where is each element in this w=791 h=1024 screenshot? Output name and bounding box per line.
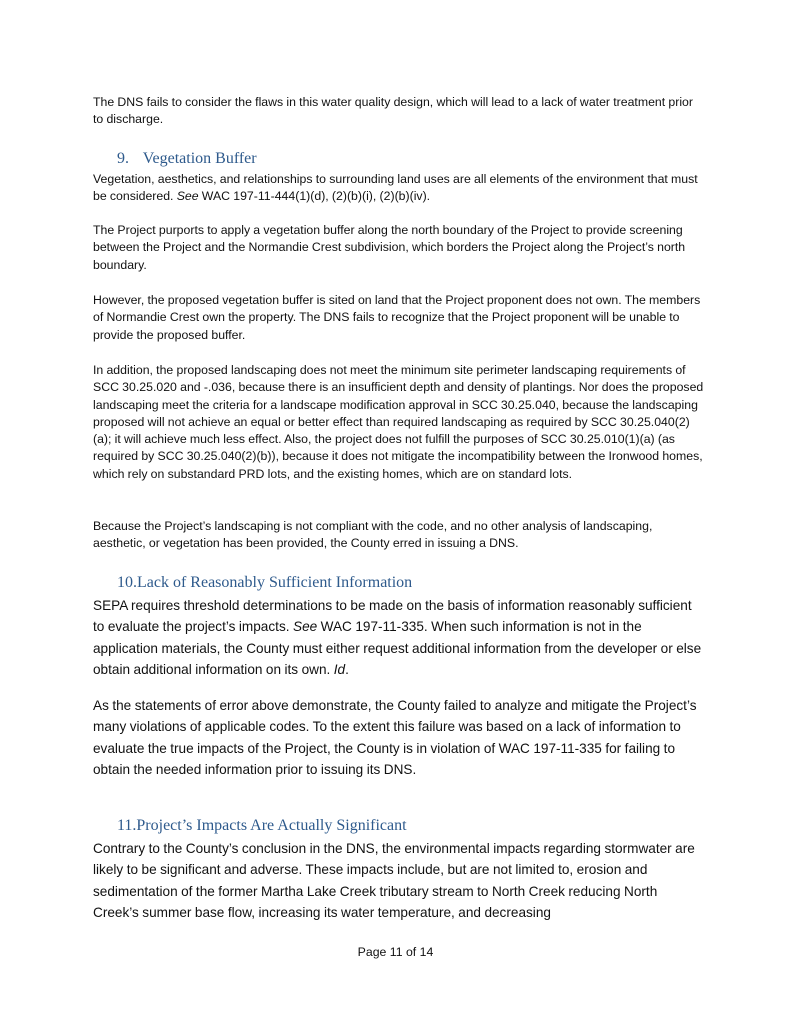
section-9-number: 9. [117, 150, 129, 167]
section-9-paragraph-4: In addition, the proposed landscaping does not meet the minimum site perimeter landscaping requirements of SCC 30.25.020 and -.036, because there is an insufficient depth and density of plantings. Nor does the proposed landscaping meet the criteria for a landscape modification approval in SCC 30.25.040, because the landscaping proposed will not achieve an equal or better effect than required landscaping as required by SCC 30.25.040(2)(a); it will achieve much less effect. Also, the project does not fulfill the purposes of SCC 30.25.010(1)(a) (as required by SCC 30.25.040(2)(b)), because it does not mitigate the incompatibility between the Ironwood homes, which rely on substandard PRD lots, and the existing homes, which are on standard lots. [93, 363, 704, 481]
section-11-title: Project’s Impacts Are Actually Significant [136, 817, 407, 834]
text-run: Vegetation, aesthetics, and relationships to surrounding land uses are all elements of the environment that must be considered. [93, 172, 698, 204]
text-run: WAC 197-11-335. When such information is not in the application materials, the County must either request additional information from the developer or else obtain additional information on its own. [93, 619, 702, 677]
section-9-paragraph-2: The Project purports to apply a vegetation buffer along the north boundary of the Project to provide screening between the Project and the Normandie Crest subdivision, which borders the Project along the Project’s north boundary. [93, 223, 686, 272]
section-11-number: 11. [117, 817, 137, 834]
section-9-paragraph-1 [93, 171, 705, 206]
text-run: SEPA requires threshold determinations to be made on the basis of information reasonably sufficient to evaluate the project’s impacts. [93, 598, 692, 635]
section-9-paragraph-5: Because the Project’s landscaping is not compliant with the code, and no other analysis of landscaping, aesthetic, or vegetation has been provided, the County erred in issuing a DNS. [93, 519, 653, 551]
page-number-footer: Page 11 of 14 [357, 945, 434, 959]
section-9-heading [117, 149, 257, 169]
text-run: . [345, 661, 349, 677]
citation-signal: See [293, 619, 318, 635]
section-9-paragraph-3: However, the proposed vegetation buffer is sited on land that the Project proponent does not own. The members of Normandie Crest own the property. The DNS fails to recognize that the Project proponent will be unable to provide the proposed buffer. [93, 293, 701, 342]
section-10-paragraph-2: As the statements of error above demonstrate, the County failed to analyze and mitigate the Project’s many violations of applicable codes. To the extent this failure was based on a lack of information to evaluate the true impacts of the Project, the County is in violation of WAC 197-11-335 for failing to obtain the needed information prior to issuing its DNS. [93, 698, 697, 777]
section-10-number: 10. [117, 574, 137, 591]
section-10-paragraph-1 [93, 595, 705, 680]
citation-signal: See [176, 189, 199, 204]
section-10-heading [117, 573, 412, 593]
text-run: WAC 197-11-444(1)(d), (2)(b)(i), (2)(b)(iv). [198, 189, 431, 204]
intro-paragraph: The DNS fails to consider the flaws in this water quality design, which will lead to a lack of water treatment prior to discharge. [93, 95, 693, 127]
section-9-title: Vegetation Buffer [142, 150, 257, 167]
citation-signal: Id [333, 661, 346, 677]
section-11-heading [117, 816, 407, 836]
section-11-paragraph-1: Contrary to the County’s conclusion in the DNS, the environmental impacts regarding stormwater are likely to be significant and adverse. These impacts include, but are not limited to, erosion and sedimentation of the former Martha Lake Creek tributary stream to North Creek reducing North Creek’s summer base flow, increasing its water temperature, and decreasing [93, 841, 695, 920]
section-10-title: Lack of Reasonably Sufficient Information [137, 574, 413, 591]
